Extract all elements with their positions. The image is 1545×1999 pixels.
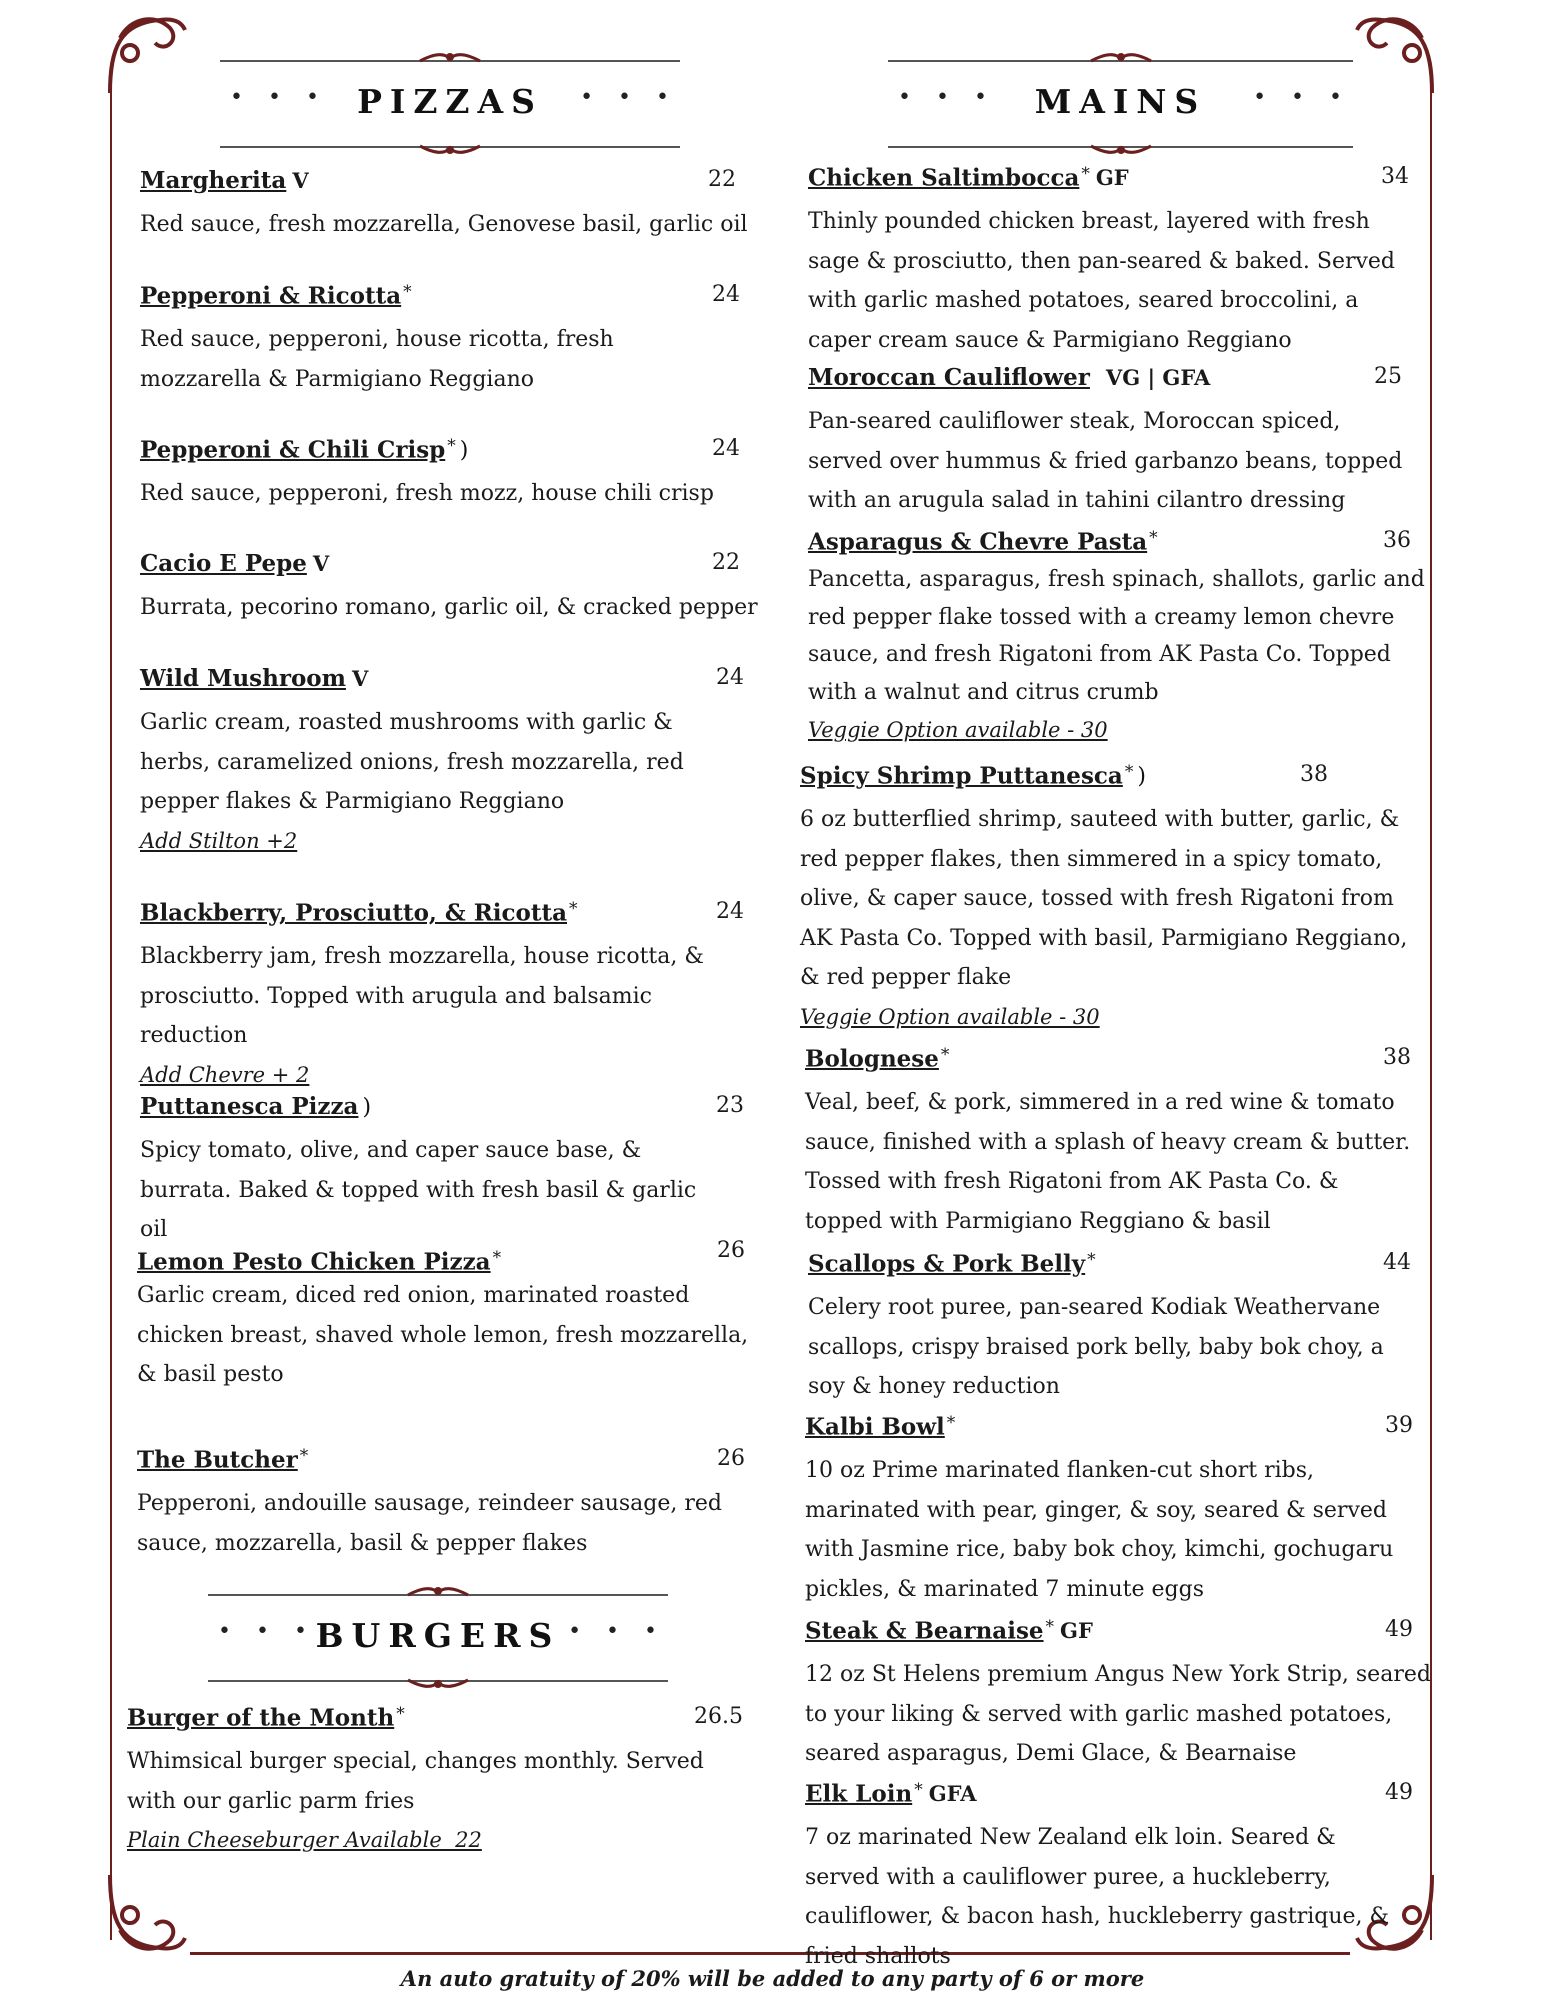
item-price: 24 bbox=[716, 665, 744, 690]
item-mark: * bbox=[946, 1413, 956, 1433]
item-name: Wild Mushroom bbox=[140, 665, 346, 692]
item-tag: V bbox=[312, 551, 330, 576]
menu-item-pepperoni-chili-crisp bbox=[140, 436, 760, 514]
item-price: 22 bbox=[712, 550, 740, 575]
item-price: 49 bbox=[1385, 1617, 1413, 1642]
menu-item-elk-loin bbox=[805, 1780, 1430, 1976]
item-description: 6 oz butterflied shrimp, sauteed with butter, garlic, & red pepper flakes, then simmered in a spicy tomato, olive, & caper sauce, tossed with fresh Rigatoni from AK Pasta Co. Topped with basil, Parmigiano Reggiano, & red pepper flake bbox=[800, 807, 1408, 990]
item-price: 24 bbox=[712, 436, 740, 461]
chili-pepper-icon: ) bbox=[459, 438, 469, 464]
menu-item-steak-bearnaise bbox=[805, 1617, 1430, 1774]
item-tag: GFA bbox=[928, 1781, 977, 1807]
item-description: Burrata, pecorino romano, garlic oil, & cracked pepper bbox=[140, 595, 758, 620]
add-on-note: Add Chevre + 2 bbox=[140, 1062, 310, 1087]
item-name: Moroccan Cauliflower bbox=[808, 364, 1090, 391]
item-description: Spicy tomato, olive, and caper sauce base, & burrata. Baked & topped with fresh basil & garlic oil bbox=[140, 1138, 697, 1242]
item-price: 39 bbox=[1385, 1413, 1413, 1438]
item-name: Pepperoni & Chili Crisp bbox=[140, 436, 446, 464]
item-price: 24 bbox=[716, 899, 744, 924]
item-price: 38 bbox=[1300, 762, 1328, 787]
menu-item-pepperoni-ricotta bbox=[140, 282, 760, 399]
menu-item-burger-of-the-month bbox=[127, 1704, 747, 1859]
item-description: Red sauce, pepperoni, house ricotta, fresh mozzarella & Parmigiano Reggiano bbox=[140, 327, 614, 392]
add-on-note: Plain Cheeseburger Available 22 bbox=[127, 1828, 482, 1852]
item-mark: * bbox=[914, 1780, 923, 1800]
item-tag: V bbox=[351, 666, 369, 691]
menu-item-lemon-pesto-chicken-pizza bbox=[137, 1238, 757, 1395]
menu-item-scallops-pork-belly bbox=[808, 1250, 1433, 1407]
header-dots-right: • • • bbox=[1253, 85, 1351, 110]
item-description: Whimsical burger special, changes monthly. Served with our garlic parm fries bbox=[127, 1749, 704, 1814]
item-name: Asparagus & Chevre Pasta bbox=[808, 528, 1148, 556]
item-mark: * bbox=[299, 1446, 309, 1466]
pizzas-header bbox=[140, 60, 760, 170]
menu-item-moroccan-cauliflower bbox=[808, 364, 1433, 521]
item-description: Red sauce, fresh mozzarella, Genovese basil, garlic oil bbox=[140, 212, 748, 237]
item-description: Celery root puree, pan-seared Kodiak Weathervane scallops, crispy braised pork belly, baby bok choy, a soy & honey reduction bbox=[808, 1295, 1384, 1399]
item-mark: * bbox=[403, 282, 412, 302]
item-price: 23 bbox=[716, 1093, 744, 1118]
item-description: Pancetta, asparagus, fresh spinach, shallots, garlic and red pepper flake tossed with a creamy lemon chevre sauce, and fresh Rigatoni from AK Pasta Co. Topped with a walnut and citrus crumb bbox=[808, 567, 1425, 705]
item-price: 26 bbox=[717, 1238, 745, 1263]
item-name: Chicken Saltimbocca bbox=[808, 164, 1080, 192]
item-description: Garlic cream, diced red onion, marinated roasted chicken breast, shaved whole lemon, fresh mozzarella, & basil pesto bbox=[137, 1283, 749, 1387]
item-tag: V bbox=[292, 168, 309, 193]
item-mark: * bbox=[1045, 1617, 1055, 1637]
item-mark: * bbox=[492, 1248, 502, 1268]
item-name: Bolognese bbox=[805, 1045, 939, 1073]
item-name: Lemon Pesto Chicken Pizza bbox=[137, 1248, 491, 1276]
veggie-option-note: Veggie Option available - 30 bbox=[800, 1004, 1100, 1029]
item-description: Thinly pounded chicken breast, layered with fresh sage & prosciutto, then pan-seared & baked. Served with garlic mashed potatoes, seared broccolini, a caper cream sauce & Parmigiano Reggiano bbox=[808, 209, 1396, 353]
item-name: Burger of the Month bbox=[127, 1704, 395, 1732]
header-ornament-top bbox=[1086, 51, 1156, 67]
header-ornament-top bbox=[415, 51, 485, 67]
mains-header bbox=[808, 60, 1433, 170]
item-price: 25 bbox=[1374, 364, 1402, 389]
header-ornament-bottom bbox=[1086, 140, 1156, 156]
chili-pepper-icon: ) bbox=[1137, 764, 1146, 790]
item-price: 22 bbox=[708, 167, 736, 192]
item-price: 26 bbox=[717, 1446, 745, 1471]
item-mark: * bbox=[396, 1704, 405, 1724]
burgers-header bbox=[128, 1594, 748, 1704]
item-description: Veal, beef, & pork, simmered in a red wine & tomato sauce, finished with a splash of heavy cream & butter. Tossed with fresh Rigatoni from AK Pasta Co. & topped with Parmigiano Reggiano & basil bbox=[805, 1090, 1411, 1234]
item-price: 36 bbox=[1383, 528, 1411, 553]
item-name: Cacio E Pepe bbox=[140, 550, 307, 577]
item-price: 44 bbox=[1383, 1250, 1411, 1275]
mains-title: MAINS bbox=[1034, 82, 1207, 121]
item-price: 26.5 bbox=[694, 1704, 743, 1729]
gratuity-footer-note: An auto gratuity of 20% will be added to any party of 6 or more bbox=[400, 1966, 1145, 1991]
item-mark: * bbox=[940, 1045, 950, 1065]
header-dots-left: • • • bbox=[898, 85, 996, 110]
item-description: Blackberry jam, fresh mozzarella, house ricotta, & prosciutto. Topped with arugula and balsamic reduction bbox=[140, 944, 704, 1048]
item-name: Scallops & Pork Belly bbox=[808, 1250, 1086, 1278]
menu-item-wild-mushroom bbox=[140, 665, 760, 860]
header-ornament-bottom bbox=[415, 140, 485, 156]
header-dots-left: • • • bbox=[218, 1619, 316, 1644]
menu-item-puttanesca-pizza bbox=[140, 1093, 760, 1250]
menu-item-kalbi-bowl bbox=[805, 1413, 1430, 1609]
item-mark: * bbox=[1087, 1250, 1096, 1270]
item-mark: * bbox=[1149, 528, 1158, 548]
item-description: Garlic cream, roasted mushrooms with garlic & herbs, caramelized onions, fresh mozzarella, red pepper flakes & Parmigiano Reggiano bbox=[140, 710, 684, 814]
header-ornament-bottom bbox=[403, 1674, 473, 1690]
header-dots-left: • • • bbox=[230, 85, 328, 110]
menu-item-the-butcher bbox=[137, 1446, 757, 1563]
item-price: 24 bbox=[712, 282, 740, 307]
item-tag: GF bbox=[1095, 165, 1129, 191]
item-name: Spicy Shrimp Puttanesca bbox=[800, 762, 1123, 790]
item-price: 49 bbox=[1385, 1780, 1413, 1805]
item-name: Puttanesca Pizza bbox=[140, 1093, 359, 1120]
header-dots-right: • • • bbox=[580, 85, 678, 110]
item-description: Pan-seared cauliflower steak, Moroccan spiced, served over hummus & fried garbanzo beans, topped with an arugula salad in tahini cilantro dressing bbox=[808, 409, 1403, 513]
chili-pepper-icon: ) bbox=[362, 1095, 372, 1120]
item-mark: * bbox=[1124, 762, 1134, 782]
item-tag: VG | GFA bbox=[1105, 365, 1211, 390]
corner-ornament-bottom-left bbox=[100, 1870, 190, 1960]
menu-item-bolognese bbox=[805, 1045, 1430, 1241]
frame-left-line bbox=[110, 90, 112, 1940]
item-description: 12 oz St Helens premium Angus New York Strip, seared to your liking & served with garlic mashed potatoes, seared asparagus, Demi Glace, & Bearnaise bbox=[805, 1662, 1431, 1766]
menu-item-blackberry-prosciutto-ricotta bbox=[140, 899, 760, 1094]
header-dots-right: • • • bbox=[568, 1619, 666, 1644]
item-name: Blackberry, Prosciutto, & Ricotta bbox=[140, 899, 568, 927]
header-ornament-top bbox=[403, 1585, 473, 1601]
item-mark: * bbox=[447, 436, 456, 456]
menu-item-cacio-e-pepe bbox=[140, 550, 760, 628]
item-name: Margherita bbox=[140, 167, 287, 194]
menu-item-spicy-shrimp-puttanesca bbox=[800, 762, 1425, 1036]
item-name: Steak & Bearnaise bbox=[805, 1617, 1044, 1645]
item-description: Red sauce, pepperoni, fresh mozz, house chili crisp bbox=[140, 481, 714, 506]
item-name: Elk Loin bbox=[805, 1780, 913, 1808]
menu-item-asparagus-chevre-pasta bbox=[808, 528, 1433, 749]
item-price: 34 bbox=[1381, 164, 1409, 189]
item-mark: * bbox=[1081, 164, 1090, 184]
add-on-note: Add Stilton +2 bbox=[140, 828, 298, 853]
item-mark: * bbox=[569, 899, 578, 919]
item-name: Kalbi Bowl bbox=[805, 1413, 945, 1441]
pizzas-title: PIZZAS bbox=[357, 82, 543, 121]
burgers-title: BURGERS bbox=[315, 1616, 561, 1655]
item-name: Pepperoni & Ricotta bbox=[140, 282, 402, 310]
item-description: Pepperoni, andouille sausage, reindeer sausage, red sauce, mozzarella, basil & pepper flakes bbox=[137, 1491, 723, 1556]
menu-item-margherita bbox=[140, 167, 760, 245]
item-description: 10 oz Prime marinated flanken-cut short ribs, marinated with pear, ginger, & soy, seared & served with Jasmine rice, baby bok choy, kimchi, gochugaru pickles, & marinated 7 minute eggs bbox=[805, 1458, 1394, 1602]
item-name: The Butcher bbox=[137, 1446, 298, 1474]
veggie-option-note: Veggie Option available - 30 bbox=[808, 718, 1108, 742]
item-description: 7 oz marinated New Zealand elk loin. Seared & served with a cauliflower puree, a huckleberry, cauliflower, & bacon hash, huckleberry gastrique, & fried shallots bbox=[805, 1825, 1390, 1969]
menu-item-chicken-saltimbocca bbox=[808, 164, 1433, 360]
item-price: 38 bbox=[1383, 1045, 1411, 1070]
item-tag: GF bbox=[1060, 1618, 1093, 1644]
